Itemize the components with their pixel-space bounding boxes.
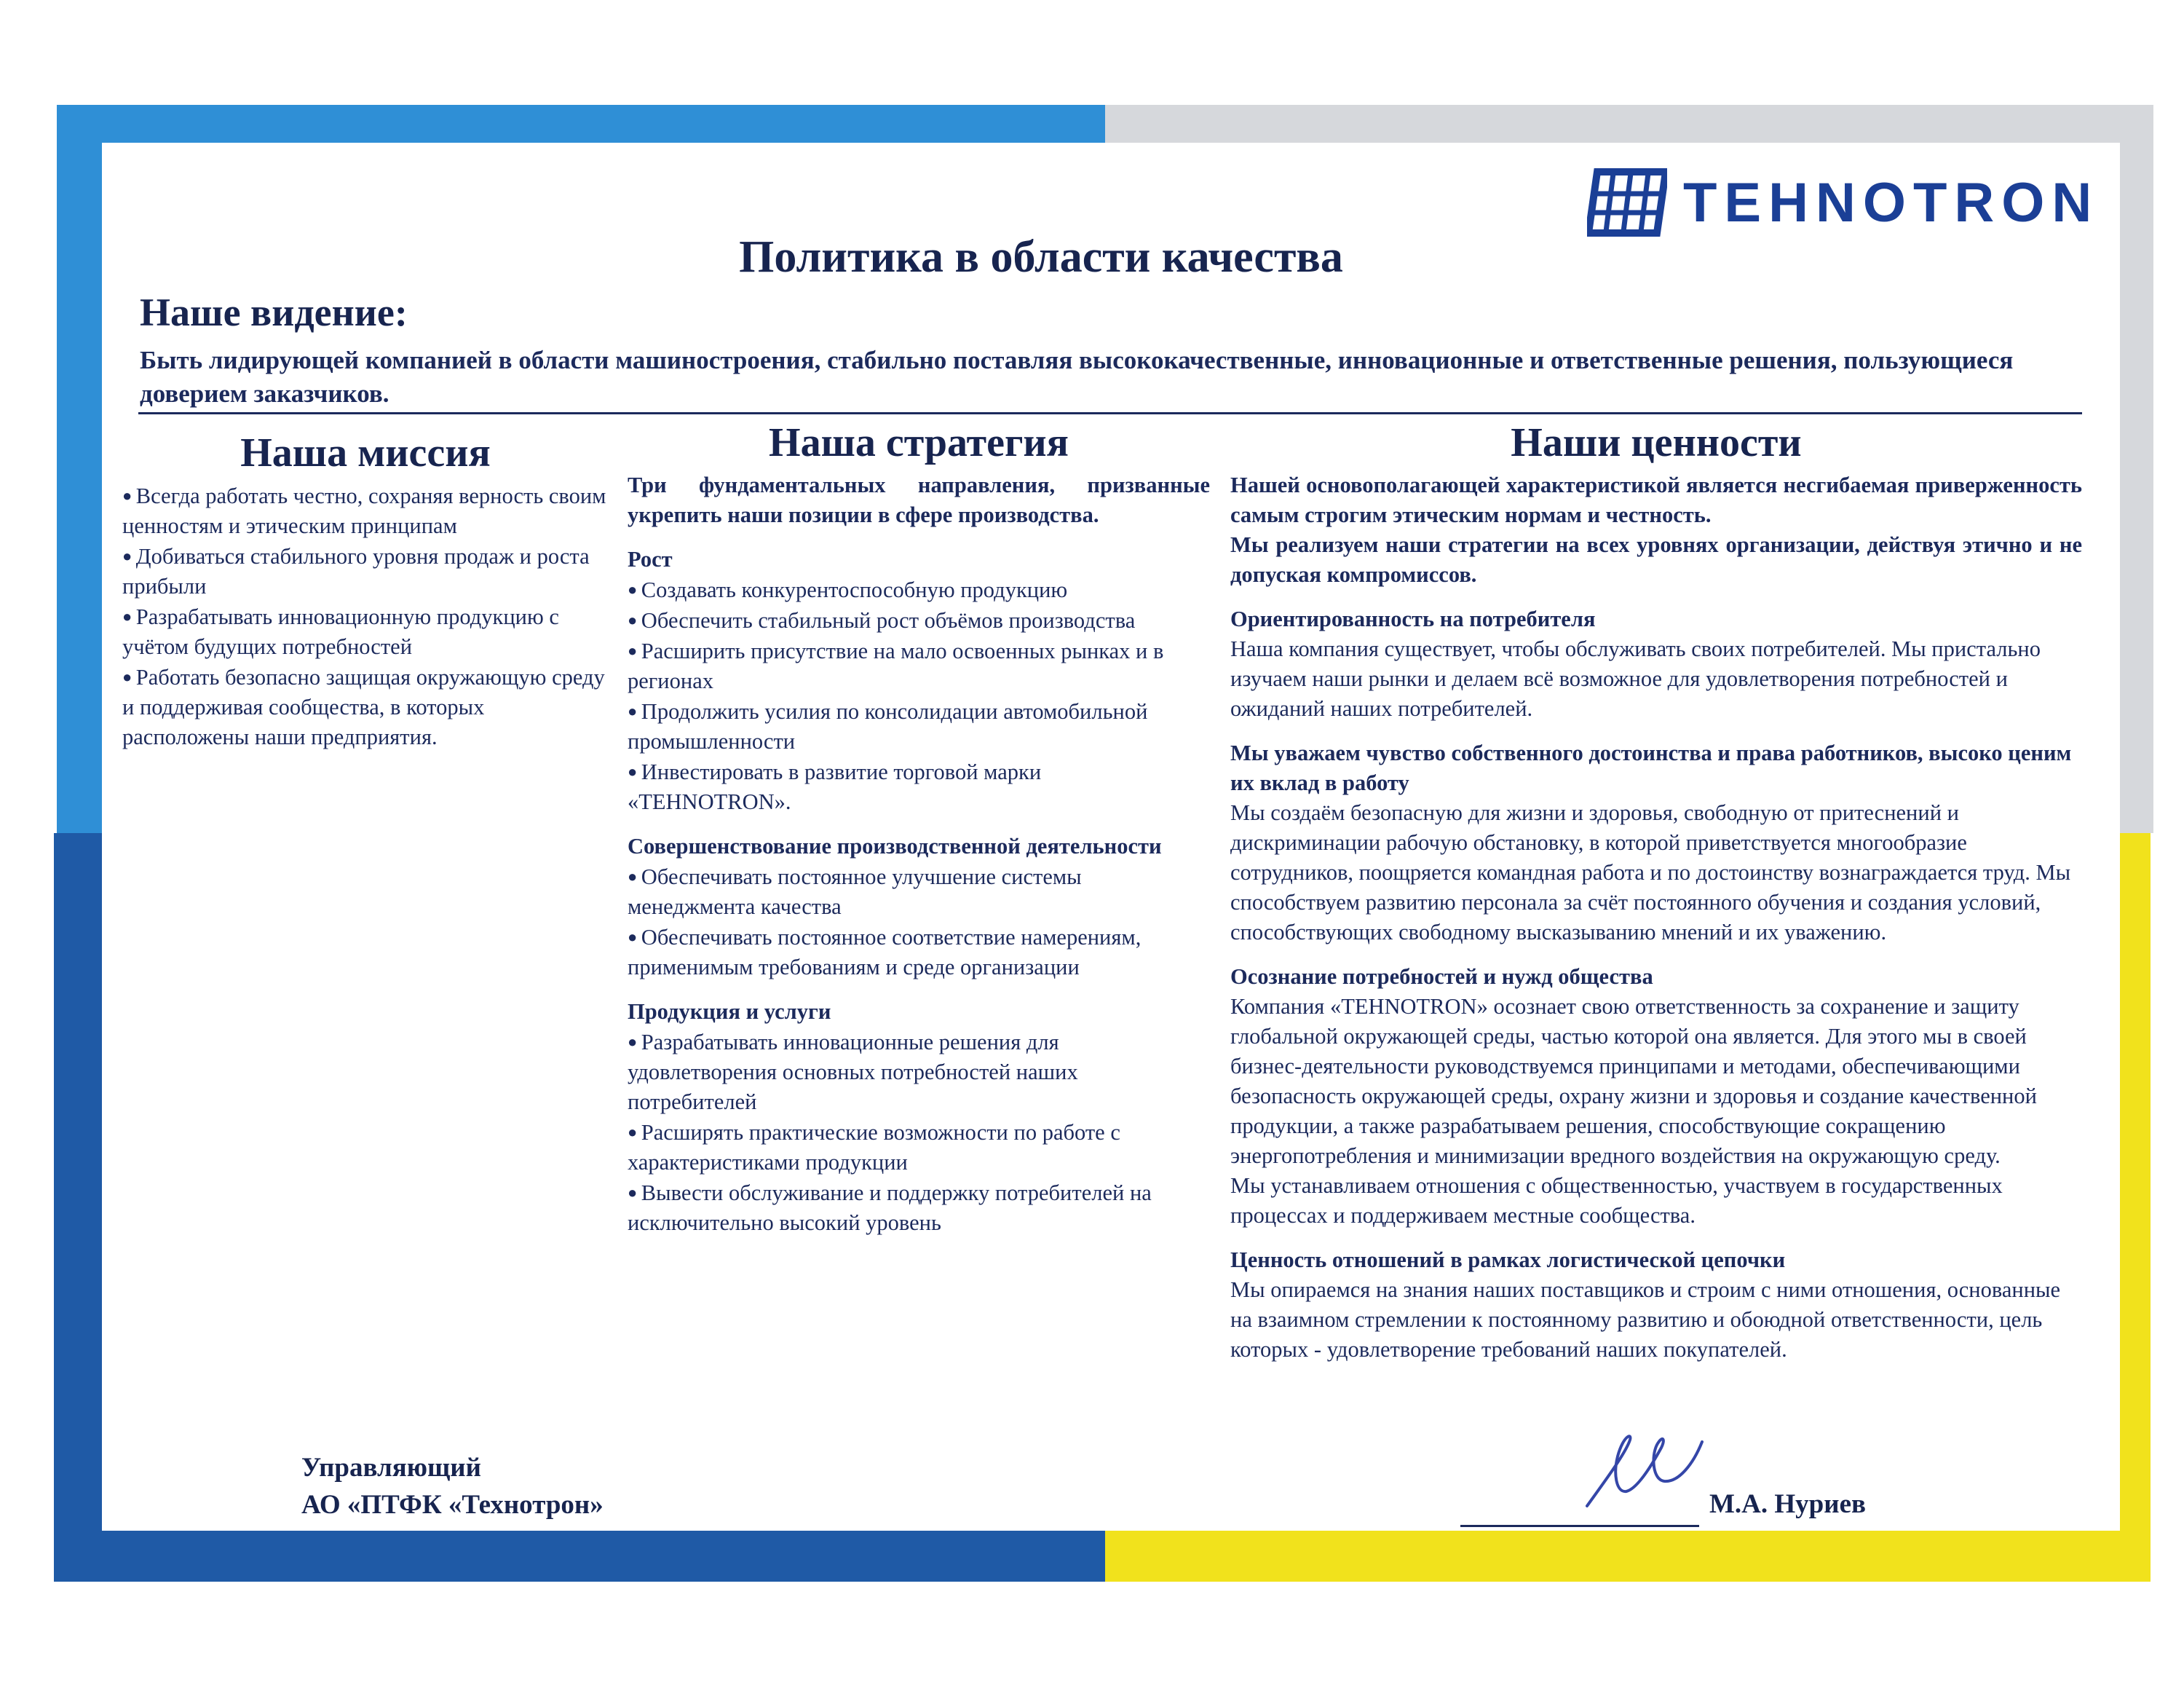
mission-item: ● Добиваться стабильного уровня продаж и роста прибыли bbox=[122, 541, 609, 602]
mission-item: ● Разрабатывать инновационную продукцию с учётом будущих потребностей bbox=[122, 602, 609, 662]
strategy-section-title: Рост bbox=[628, 547, 673, 572]
values-section-text: Наша компания существует, чтобы обслуживать своих потребителей. Мы пристально изучаем наши рынки и делаем всё возможное для удовлетворения потребностей и ожиданий наших потребителей. bbox=[1230, 636, 2041, 721]
values-heading: Наши ценности bbox=[1511, 420, 1802, 465]
company-logo bbox=[1587, 166, 2111, 239]
values-section-text: Мы устанавливаем отношения с общественностью, участвуем в государственных процессах и поддерживаем местные сообщества. bbox=[1230, 1173, 2003, 1228]
strategy-column bbox=[628, 470, 1210, 1238]
values-section-text: Мы создаём безопасную для жизни и здоровья, свободную от притеснений и дискриминации рабочую обстановку, в которой приветствуется многообразие сотрудников, поощряется командная работа и по достоинству вознаграждается труд. Мы способствуем развитию персонала за счёт постоянного обучения и создания условий, способствующих свободному высказыванию мнений и их уважению. bbox=[1230, 800, 2071, 944]
values-column bbox=[1230, 470, 2082, 1365]
strategy-intro: Три фундаментальных направления, призванные укрепить наши позиции в сфере производства. bbox=[628, 473, 1210, 527]
mission-heading: Наша миссия bbox=[240, 430, 491, 476]
handwritten-signature bbox=[1572, 1413, 1711, 1515]
values-section-title: Осознание потребностей и нужд общества bbox=[1230, 964, 1653, 989]
signatory-name: М.А. Нуриев bbox=[1709, 1489, 1866, 1519]
strategy-item: ● Обеспечить стабильный рост объёмов производства bbox=[628, 605, 1210, 636]
strategy-item: ● Обеспечивать постоянное улучшение системы менеджмента качества bbox=[628, 861, 1210, 922]
strategy-heading: Наша стратегия bbox=[769, 420, 1069, 465]
position-line: АО «ПТФК «Технотрон» bbox=[301, 1490, 604, 1520]
values-section-text: Мы опираемся на знания наших поставщиков и строим с ними отношения, основанные на взаимном стремлении к постоянному развитию и обоюдной ответственности, цель которых - удовлетворение требований наших покупателей. bbox=[1230, 1277, 2061, 1362]
strategy-item: ● Разрабатывать инновационные решения для удовлетворения основных потребностей наших потребителей bbox=[628, 1027, 1210, 1117]
strategy-item: ● Создавать конкурентоспособную продукцию bbox=[628, 575, 1210, 605]
mission-item: ● Работать безопасно защищая окружающую среду и поддерживая сообщества, в которых расположены наши предприятия. bbox=[122, 662, 609, 752]
strategy-item: ● Расширить присутствие на мало освоенных рынках и в регионах bbox=[628, 636, 1210, 696]
strategy-item: ● Обеспечивать постоянное соответствие намерениям, применимым требованиям и среде организации bbox=[628, 922, 1210, 982]
values-section-title: Ориентированность на потребителя bbox=[1230, 607, 1596, 631]
mission-item: ● Всегда работать честно, сохраняя верность своим ценностям и этическим принципам bbox=[122, 481, 609, 541]
values-intro: Нашей основополагающей характеристикой является несгибаемая приверженность самым строгим этическим нормам и честность. bbox=[1230, 473, 2082, 527]
vision-text: Быть лидирующей компанией в области машиностроения, стабильно поставляя высококачественные, инновационные и ответственные решения, пользующиеся доверием заказчиков. bbox=[140, 346, 2014, 408]
logo-grid-icon bbox=[1587, 167, 1667, 237]
strategy-item: ● Инвестировать в развитие торговой марки «TEHNOTRON». bbox=[628, 757, 1210, 817]
signatory-position bbox=[301, 1449, 604, 1523]
signature-line bbox=[1460, 1525, 1699, 1527]
strategy-section-title: Продукция и услуги bbox=[628, 999, 831, 1024]
page-title: Политика в области качества bbox=[739, 232, 1343, 282]
values-section-title: Ценность отношений в рамках логистической цепочки bbox=[1230, 1247, 1786, 1272]
strategy-item: ● Расширять практические возможности по работе с характеристиками продукции bbox=[628, 1117, 1210, 1178]
values-section-text: Компания «TEHNOTRON» осознает свою ответственность за сохранение и защиту глобальной окружающей среды, частью которой она является. Для этого мы в своей бизнес-деятельности руководствуемся принципами и методами, обеспечивающими безопасность окружающей среды, охрану жизни и здоровья и создание качественной продукции, а также разрабатываем решения, способствующие сокращению энергопотребления и минимизации вредного воздействия на окружающую среду. bbox=[1230, 994, 2037, 1168]
position-line: Управляющий bbox=[301, 1453, 481, 1483]
logo-wordmark: TEHNOTRON bbox=[1683, 171, 2100, 234]
strategy-item: ● Вывести обслуживание и поддержку потребителей на исключительно высокий уровень bbox=[628, 1178, 1210, 1238]
mission-column bbox=[122, 481, 609, 752]
vision-heading: Наше видение: bbox=[140, 291, 408, 334]
values-intro: Мы реализуем наши стратегии на всех уровнях организации, действуя этично и не допуская компромиссов. bbox=[1230, 532, 2082, 587]
values-section-title: Мы уважаем чувство собственного достоинства и права работников, высоко ценим их вклад в работу bbox=[1230, 741, 2072, 795]
divider-rule bbox=[138, 412, 2082, 414]
strategy-section-title: Совершенствование производственной деятельности bbox=[628, 834, 1162, 859]
strategy-item: ● Продолжить усилия по консолидации автомобильной промышленности bbox=[628, 696, 1210, 757]
